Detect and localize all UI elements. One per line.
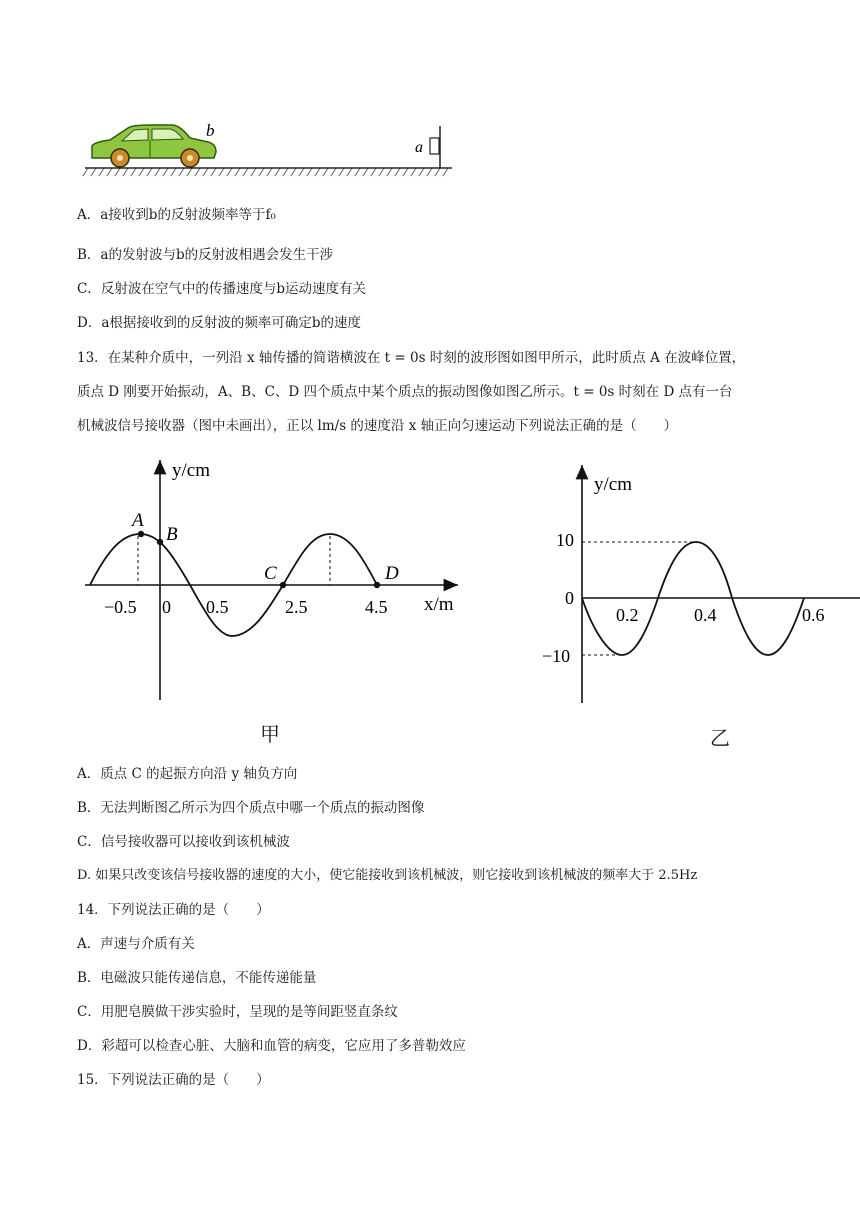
point-c	[280, 582, 286, 588]
svg-text:0.5: 0.5	[206, 597, 229, 617]
svg-text:−0.5: −0.5	[104, 597, 137, 617]
q12-option-b: B．a的发射波与b的反射波相遇会发生干涉	[77, 247, 334, 263]
q12-option-d: D．a根据接收到的反射波的频率可确定b的速度	[77, 315, 362, 331]
car-icon	[92, 125, 216, 167]
point-b	[157, 539, 163, 545]
q14-stem: 14．下列说法正确的是（ ）	[77, 902, 270, 918]
svg-text:4.5: 4.5	[365, 597, 388, 617]
svg-text:y/cm: y/cm	[594, 474, 632, 495]
svg-text:2.5: 2.5	[285, 597, 308, 617]
q14-option-c: C．用肥皂膜做干涉实验时，呈现的是等间距竖直条纹	[77, 1004, 398, 1020]
q12-option-a: A．a接收到b的反射波频率等于f₀	[77, 207, 276, 223]
q14-option-a: A．声速与介质有关	[77, 936, 195, 952]
figure-jia-wave	[80, 450, 480, 710]
svg-text:0: 0	[162, 597, 171, 617]
q14-option-b: B．电磁波只能传递信息，不能传递能量	[77, 970, 317, 986]
svg-text:0.2: 0.2	[616, 605, 639, 625]
q13-stem-line3: 机械波信号接收器（图中未画出），正以 lm/s 的速度沿 x 轴正向匀速运动下列说法正确的是（ ）	[77, 418, 678, 434]
q13-option-d: D. 如果只改变该信号接收器的速度的大小，使它能接收到该机械波，则它接收到该机械波的频率大于 2.5Hz	[77, 868, 698, 883]
caption-yi: 乙	[710, 726, 730, 750]
svg-text:0: 0	[565, 588, 574, 608]
q13-option-a: A．质点 C 的起振方向沿 y 轴负方向	[77, 766, 298, 782]
svg-text:y/cm: y/cm	[172, 460, 210, 481]
q13-stem-line1: 13．在某种介质中，一列沿 x 轴传播的简谐横波在 t = 0s 时刻的波形图如图甲所示，此时质点 A 在波峰位置，	[77, 350, 746, 366]
figure-yi-vibration	[530, 460, 860, 710]
label-b: b	[206, 121, 215, 140]
source-a-box	[430, 138, 439, 154]
svg-text:C: C	[264, 563, 277, 584]
q13-stem-line2: 质点 D 刚要开始振动，A、B、C、D 四个质点中某个质点的振动图像如图乙所示。t = 0s 时刻在 D 点有一台	[77, 384, 733, 400]
point-a	[138, 531, 144, 537]
svg-text:x/m: x/m	[424, 594, 454, 615]
svg-text:D: D	[385, 563, 399, 584]
svg-text:10: 10	[556, 530, 574, 550]
q13-option-c: C．信号接收器可以接收到该机械波	[77, 834, 290, 850]
label-a: a	[415, 139, 423, 156]
svg-text:−10: −10	[542, 646, 571, 666]
q13-option-b: B．无法判断图乙所示为四个质点中哪一个质点的振动图像	[77, 800, 425, 816]
svg-text:0.4: 0.4	[694, 605, 717, 625]
caption-jia: 甲	[260, 722, 280, 746]
point-d	[374, 582, 380, 588]
q14-option-d: D．彩超可以检查心脏、大脑和血管的病变，它应用了多普勒效应	[77, 1038, 466, 1054]
car-figure	[80, 118, 460, 182]
q15-stem: 15．下列说法正确的是（ ）	[77, 1072, 270, 1088]
q12-option-c: C．反射波在空气中的传播速度与b运动速度有关	[77, 281, 366, 297]
svg-text:B: B	[166, 524, 178, 545]
svg-text:0.6: 0.6	[802, 605, 825, 625]
svg-text:A: A	[132, 510, 144, 531]
